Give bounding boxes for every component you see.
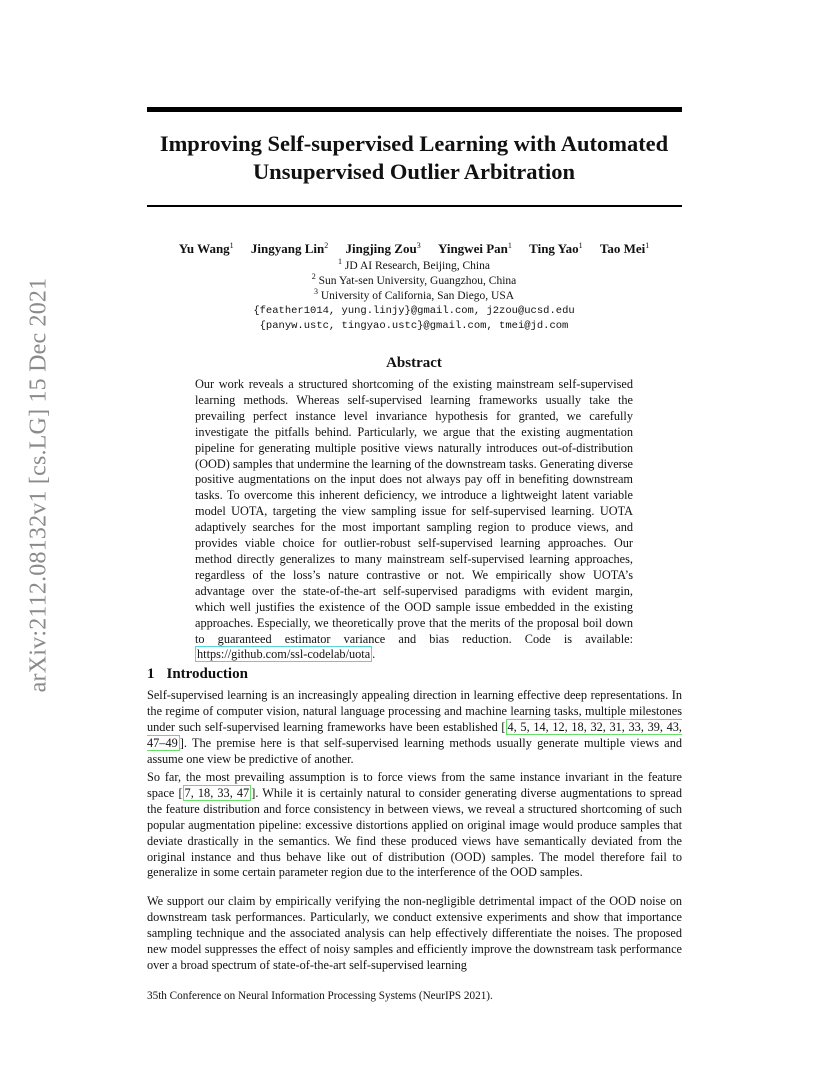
author-list xyxy=(120,241,708,257)
title-line-1: Improving Self-supervised Learning with Automated xyxy=(159,131,669,156)
section-heading: 1 Introduction xyxy=(147,666,248,682)
title-line-2: Unsupervised Outlier Arbitration xyxy=(252,159,576,184)
author: Tao Mei$^1$ xyxy=(599,241,650,256)
title-bottom-rule xyxy=(147,205,682,207)
author: Yu Wang$^1$ xyxy=(178,241,234,256)
abstract-heading: Abstract xyxy=(386,355,442,371)
conference-footer: 35th Conference on Neural Information Processing Systems (NeurIPS 2021). xyxy=(147,990,493,1002)
author: Jingjing Zou$^3$ xyxy=(345,241,421,256)
email-line: {feather1014, yung.linjy}@gmail.com, j2zou@ucsd.edu xyxy=(253,305,575,317)
affiliation: $^2$ Sun Yat-sen University, Guangzhou, China xyxy=(311,272,517,287)
code-link[interactable]: https://github.com/ssl-codelab/uota xyxy=(197,647,371,662)
affiliation: $^3$ University of California, San Diego, USA xyxy=(313,287,515,302)
arxiv-stamp-text: arXiv:2112.08132v1 [cs.LG] 15 Dec 2021 xyxy=(25,277,52,693)
citation-links[interactable]: 7, 18, 33, 47 xyxy=(184,785,250,800)
title-top-rule xyxy=(147,107,682,112)
email-line: {panyw.ustc, tingyao.ustc}@gmail.com, tmei@jd.com xyxy=(259,320,569,332)
author: Yingwei Pan$^1$ xyxy=(437,241,512,256)
author: Ting Yao$^1$ xyxy=(529,241,583,256)
affiliation: $^1$ JD AI Research, Beijing, China xyxy=(338,257,490,272)
arxiv-stamp xyxy=(19,277,59,693)
intro-paragraph-2: So far, the most prevailing assumption is to force views from the same instance invariant in the feature space [ 7, 18, 33, 47 ]. While it is certainly natural to consider generating diverse augmentations to spread the feature distribution and force consistency in between views, we reveal a structured shortcoming of such popular augmentation pipeline: excessive distortions applied on original image would produce samples that deviate drastically in the semantics. We find these produced views have semantically deviated from the original instance and thus behave like out of distribution (OOD) samples. The model therefore fail to generalize in some certain parameter region due to the interference of the OOD samples. xyxy=(147,770,683,880)
citation-links[interactable]: 4, 5, 14, 12, 18, 32, 31, 33, 39, 43, 47–49 xyxy=(147,719,682,750)
abstract-body: Our work reveals a structured shortcoming of the existing mainstream self-supervised learning methods. Whereas self-supervised learning frameworks usually take the prevailing perfect instance level invariance hypothesis for granted, we carefully investigate the pitfalls behind. Particularly, we argue that the existing augmentation pipeline for generating multiple positive views naturally introduces out-of-distribution (OOD) samples that undermine the learning of the downstream tasks. Generating diverse positive augmentations on the input does not always pay off in benefiting downstream tasks. To overcome this inherent deficiency, we introduce a lightweight latent variable model UOTA, targeting the view sampling issue for self-supervised learning. UOTA adaptively searches for the most important sampling region to produce views, and provides viable choice for outlier-robust self-supervised learning approaches. Our method directly generalizes to many mainstream self-supervised learning approaches, regardless of the loss’s nature contrastive or not. We empirically show UOTA’s advantage over the state-of-the-art self-supervised paradigms with evident margin, which well justifies the existence of the OOD sample issue embedded in the existing approaches. Especially, we theoretically prove that the merits of the proposal boil down to guaranteed estimator variance and bias reduction. Code is available: https://github.com/ssl-codelab/uota . xyxy=(195,377,633,662)
intro-paragraph-3: We support our claim by empirically verifying the non-negligible detrimental impact of the OOD noise on downstream task performances. Particularly, we conduct extensive experiments and show that importance sampling technique and the associated analysis can help effectively differentiate the noises. The proposed new model suppresses the effect of noisy samples and efficiently improve the downstream task performance over a broad spectrum of state-of-the-art self-supervised learning xyxy=(147,894,682,972)
paper-title xyxy=(120,130,708,186)
author: Jingyang Lin$^2$ xyxy=(250,241,329,256)
intro-paragraph-1: Self-supervised learning is an increasingly appealing direction in learning effective deep representations. In the regime of computer vision, natural language processing and machine learning tasks, multiple milestones under such self-supervised learning frameworks have been established [ 4, 5, 14, 12, 18, 32, 31, 33, 39, 43, 47–49 ]. The premise here is that self-supervised learning methods usually generate multiple views and assume one view be predictive of another. xyxy=(147,688,682,766)
